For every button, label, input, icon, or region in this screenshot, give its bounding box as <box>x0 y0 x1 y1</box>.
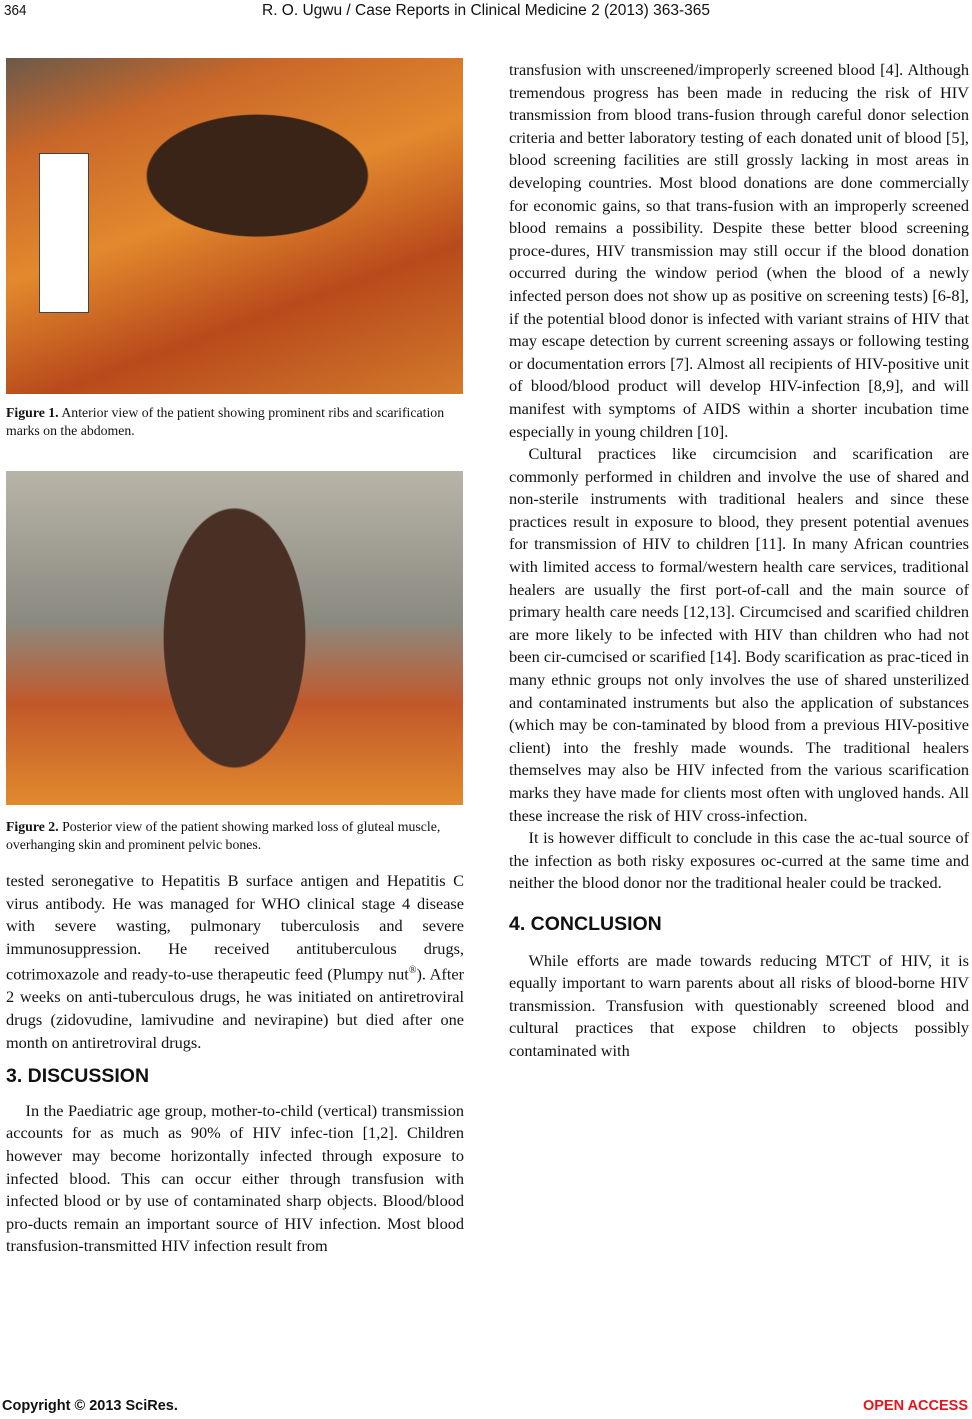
figure-1-image <box>6 58 463 394</box>
paragraph: It is however difficult to conclude in this case the ac-tual source of the infection as both risky exposures oc-curred at the same time and neither the blood donor nor the traditional healer could be tracked. <box>509 828 969 893</box>
paragraph <box>6 870 464 1054</box>
right-column <box>509 59 969 1063</box>
paragraph: While efforts are made towards reducing MTCT of HIV, it is equally important to warn parents about all risks of blood-borne HIV transmission. Transfusion with questionably screened blood and cultural practices that expose children to objects possibly contaminated with <box>509 950 969 1060</box>
copyright: Copyright © 2013 SciRes. <box>2 1398 178 1414</box>
text: tested seronegative to Hepatitis B surface antigen and Hepatitis C virus antibody. He was managed for WHO clinical stage 4 disease with severe wasting, pulmonary tuberculosis and severe immunosuppression. He received antituberculous drugs, cotrimoxazole and ready-to-use therapeutic feed (Plumpy nut <box>6 871 464 984</box>
running-title: R. O. Ugwu / Case Reports in Clinical Medicine 2 (2013) 363-365 <box>262 2 710 19</box>
paragraph: Cultural practices like circumcision and scarification are commonly performed in children and involve the use of shared and non-sterile instruments with traditional healers and since these practices result in exposure to blood, they present potential avenues for transmission of HIV to children [11]. In many African countries with limited access to formal/western health care services, traditional healers are usually the first port-of-call and the main source of primary health care needs [12,13]. Circumcised and scarified children are more likely to be infected with HIV than children who had not been cir-cumcised or scarified [14]. Body scarification as prac-ticed in many ethnic groups not only involves the use of shared unsterilized and contaminated instruments but also the application of substances (which may be con-taminated by blood from a previous HIV-positive client) into the freshly made wounds. The traditional healers themselves may also be HIV infected from the various scarification marks they have made for clients most often with ungloved hands. All these increase the risk of HIV cross-infection. <box>509 444 969 825</box>
face-censor-box <box>39 153 89 313</box>
section-heading-discussion: 3. DISCUSSION <box>6 1065 150 1088</box>
paragraph: In the Paediatric age group, mother-to-child (vertical) transmission accounts for as much as 90% of HIV infec-tion [1,2]. Children however may become horizontally infected through exposure to infected blood. This can occur either through transfusion with infected blood or by use of contaminated sharp objects. Blood/blood pro-ducts remain an important source of HIV infection. Most blood transfusion-transmitted HIV infection result from <box>6 1100 464 1256</box>
figure-2-image <box>6 471 463 805</box>
figure-2-caption <box>6 818 464 854</box>
registered-mark: ® <box>408 965 417 977</box>
figure-1-label: Figure 1. <box>6 405 59 420</box>
page-number: 364 <box>4 2 27 19</box>
paragraph: transfusion with unscreened/improperly screened blood [4]. Although tremendous progress has been made in reducing the risk of HIV transmission from blood trans-fusion through careful donor selection criteria and better laboratory testing of each donated unit of blood [5], blood screening facilities are still grossly lacking in most areas in developing countries. Most blood donations are done commercially for economic gains, so that trans-fusion with an improperly screened blood remains a possibility. Despite these better blood screening proce-dures, HIV transmission may still occur if the blood donation occurred during the window period (when the blood of a newly infected person does not show up as positive on screening tests) [6-8], if the potential blood donor is infected with variant strains of HIV that may escape detection by current screening assays or following testing or documentation errors [7]. Almost all recipients of HIV-positive unit of blood/blood product will develop HIV-infection [8,9], and will manifest with symptoms of AIDS within a shorter incubation time especially in young children [10]. <box>509 60 969 441</box>
open-access-label: OPEN ACCESS <box>862 1398 968 1414</box>
figure-2-label: Figure 2. <box>6 819 59 834</box>
left-column <box>6 870 464 1258</box>
figure-1-caption-text: Anterior view of the patient showing prominent ribs and scarification marks on the abdomen. <box>6 405 445 438</box>
section-heading-conclusion: 4. CONCLUSION <box>509 912 662 935</box>
figure-2-caption-text: Posterior view of the patient showing marked loss of gluteal muscle, overhanging skin and prominent pelvic bones. <box>6 819 441 852</box>
text: ). After 2 weeks on anti-tuberculous drugs, he was initiated on antiretroviral drugs (zidovudine, lamivudine and nevirapine) but died after one month on antiretroviral drugs. <box>6 964 464 1052</box>
figure-1-caption <box>6 404 464 440</box>
